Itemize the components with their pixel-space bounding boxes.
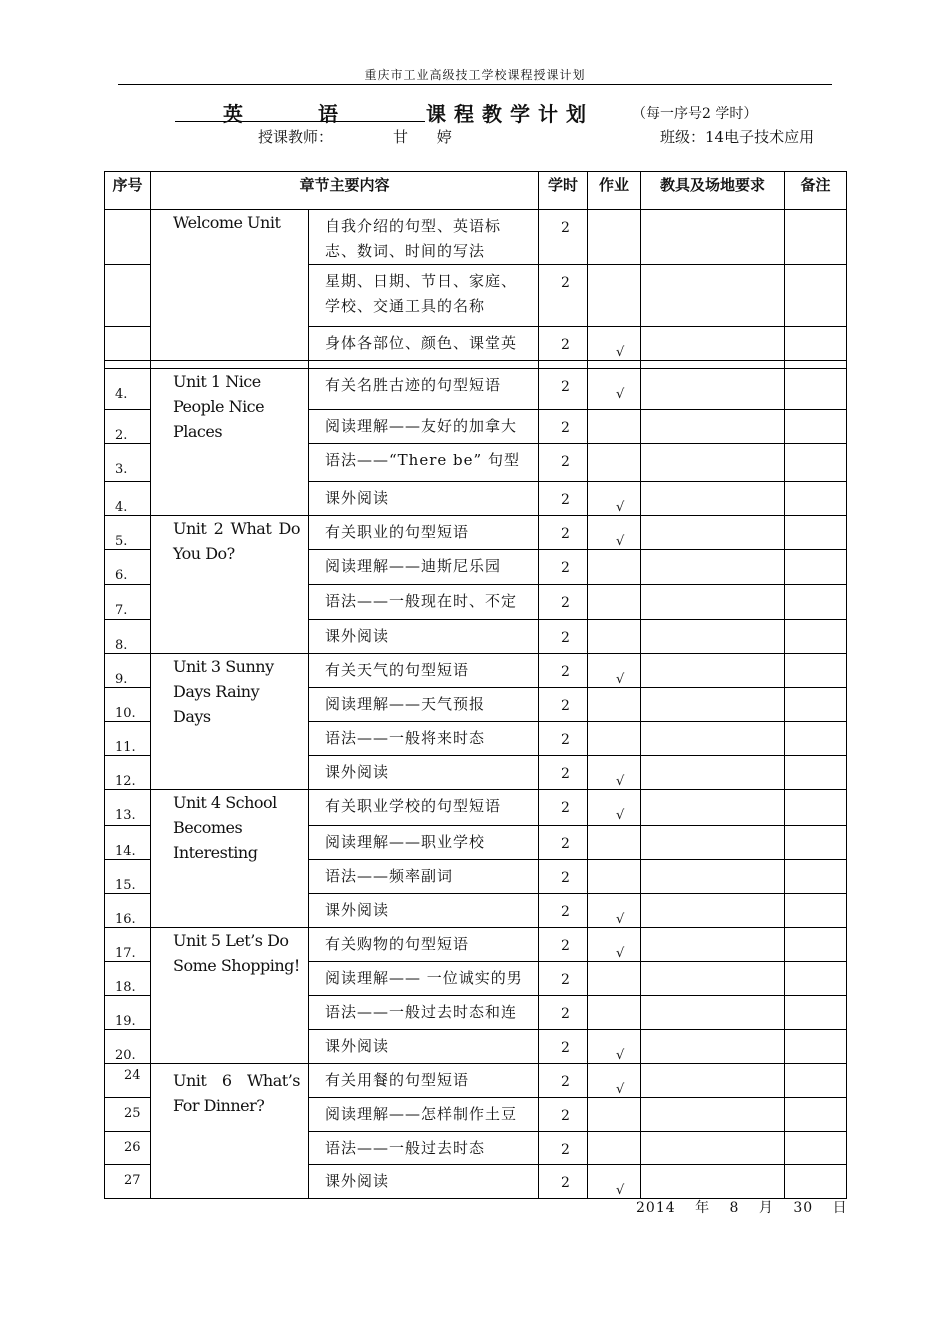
row-hours: 2 xyxy=(539,550,588,585)
table-row xyxy=(105,210,847,265)
row-homework: √ xyxy=(588,1165,641,1199)
row-hours: 2 xyxy=(539,722,588,756)
row-equipment xyxy=(641,996,785,1030)
row-equipment xyxy=(641,265,785,327)
row-seq: 10. xyxy=(105,688,151,722)
row-content: 语法——一般过去时态和连 xyxy=(309,996,539,1030)
row-hours: 2 xyxy=(539,210,588,265)
row-content: 语法——一般将来时态 xyxy=(309,722,539,756)
row-seq: 20. xyxy=(105,1030,151,1064)
row-remark xyxy=(785,265,847,327)
row-homework xyxy=(588,962,641,996)
row-hours: 2 xyxy=(539,369,588,410)
row-equipment xyxy=(641,722,785,756)
course-plan-table xyxy=(104,171,847,1199)
row-homework: √ xyxy=(588,756,641,790)
row-hours: 2 xyxy=(539,790,588,826)
row-seq: 6. xyxy=(105,550,151,585)
row-seq: 12. xyxy=(105,756,151,790)
row-content: 语法——“There be” 句型 xyxy=(309,444,539,482)
row-hours: 2 xyxy=(539,894,588,928)
row-hours: 2 xyxy=(539,826,588,860)
row-homework xyxy=(588,722,641,756)
row-homework xyxy=(588,1098,641,1132)
header-seq: 序号 xyxy=(105,172,151,210)
table-row xyxy=(105,516,847,550)
row-hours: 2 xyxy=(539,620,588,654)
row-equipment xyxy=(641,585,785,620)
row-hours: 2 xyxy=(539,1098,588,1132)
row-equipment xyxy=(641,327,785,361)
row-remark xyxy=(785,722,847,756)
class-info: 班级：14电子技术应用 xyxy=(660,128,815,146)
row-seq: 11. xyxy=(105,722,151,756)
row-remark xyxy=(785,369,847,410)
row-seq: 8. xyxy=(105,620,151,654)
row-content: 有关天气的句型短语 xyxy=(309,654,539,688)
row-content: 有关职业的句型短语 xyxy=(309,516,539,550)
row-homework: √ xyxy=(588,369,641,410)
row-hours: 2 xyxy=(539,1064,588,1098)
plan-title: 课程教学计划 xyxy=(426,102,594,126)
row-remark xyxy=(785,962,847,996)
row-remark xyxy=(785,790,847,826)
row-equipment xyxy=(641,444,785,482)
subject-name: 英 语 xyxy=(175,98,425,122)
row-equipment xyxy=(641,688,785,722)
row-seq xyxy=(105,210,151,265)
row-seq: 18. xyxy=(105,962,151,996)
row-seq xyxy=(105,327,151,361)
row-equipment xyxy=(641,1064,785,1098)
table-row xyxy=(105,369,847,410)
header-rule xyxy=(118,84,832,85)
row-content: 语法——一般过去时态 xyxy=(309,1132,539,1165)
row-equipment xyxy=(641,482,785,516)
unit-title: Unit 3 Sunny Days Rainy Days xyxy=(151,654,309,790)
row-homework: √ xyxy=(588,516,641,550)
row-hours: 2 xyxy=(539,410,588,444)
row-seq: 3. xyxy=(105,444,151,482)
row-remark xyxy=(785,482,847,516)
row-homework xyxy=(588,265,641,327)
row-seq: 19. xyxy=(105,996,151,1030)
row-equipment xyxy=(641,790,785,826)
row-remark xyxy=(785,1132,847,1165)
row-content: 课外阅读 xyxy=(309,620,539,654)
row-seq: 13. xyxy=(105,790,151,826)
row-seq: 25 xyxy=(105,1098,151,1132)
row-equipment xyxy=(641,826,785,860)
row-remark xyxy=(785,585,847,620)
row-homework: √ xyxy=(588,1064,641,1098)
unit-title: Unit 6 What’s For Dinner? xyxy=(151,1064,309,1199)
row-seq: 17. xyxy=(105,928,151,962)
row-equipment xyxy=(641,410,785,444)
row-equipment xyxy=(641,369,785,410)
header-content: 章节主要内容 xyxy=(151,172,539,210)
row-remark xyxy=(785,210,847,265)
row-homework: √ xyxy=(588,327,641,361)
row-content: 课外阅读 xyxy=(309,482,539,516)
row-seq: 2. xyxy=(105,410,151,444)
row-seq: 24 xyxy=(105,1064,151,1098)
table-row xyxy=(105,790,847,826)
row-homework: √ xyxy=(588,790,641,826)
row-remark xyxy=(785,1064,847,1098)
row-remark xyxy=(785,327,847,361)
row-hours: 2 xyxy=(539,1030,588,1064)
row-seq: 27 xyxy=(105,1165,151,1199)
row-equipment xyxy=(641,210,785,265)
header-homework: 作业 xyxy=(588,172,641,210)
row-homework xyxy=(588,688,641,722)
row-remark xyxy=(785,688,847,722)
row-homework xyxy=(588,860,641,894)
row-hours: 2 xyxy=(539,482,588,516)
row-remark xyxy=(785,620,847,654)
row-content: 阅读理解——友好的加拿大 xyxy=(309,410,539,444)
row-remark xyxy=(785,894,847,928)
unit-title: Unit 1 Nice People Nice Places xyxy=(151,369,309,516)
row-equipment xyxy=(641,894,785,928)
row-content: 阅读理解——迪斯尼乐园 xyxy=(309,550,539,585)
row-hours: 2 xyxy=(539,1165,588,1199)
row-homework xyxy=(588,550,641,585)
row-equipment xyxy=(641,756,785,790)
row-hours: 2 xyxy=(539,756,588,790)
row-equipment xyxy=(641,928,785,962)
unit-title: Unit 5 Let’s Do Some Shopping! xyxy=(151,928,309,1064)
row-hours: 2 xyxy=(539,860,588,894)
header-equipment: 教具及场地要求 xyxy=(641,172,785,210)
unit-title: Unit 4 School Becomes Interesting xyxy=(151,790,309,928)
row-homework xyxy=(588,585,641,620)
row-remark xyxy=(785,826,847,860)
row-seq: 15. xyxy=(105,860,151,894)
row-content: 阅读理解——怎样制作土豆 xyxy=(309,1098,539,1132)
table-row xyxy=(105,654,847,688)
row-remark xyxy=(785,1165,847,1199)
row-equipment xyxy=(641,1165,785,1199)
hours-note: （每一序号2 学时） xyxy=(632,106,758,122)
row-content: 课外阅读 xyxy=(309,894,539,928)
row-remark xyxy=(785,410,847,444)
row-homework xyxy=(588,996,641,1030)
row-homework: √ xyxy=(588,894,641,928)
row-equipment xyxy=(641,550,785,585)
row-homework xyxy=(588,444,641,482)
row-homework: √ xyxy=(588,654,641,688)
row-homework xyxy=(588,826,641,860)
row-homework xyxy=(588,410,641,444)
table-header-row xyxy=(105,172,847,210)
row-seq xyxy=(105,265,151,327)
row-remark xyxy=(785,516,847,550)
row-hours: 2 xyxy=(539,327,588,361)
row-seq: 9. xyxy=(105,654,151,688)
row-remark xyxy=(785,928,847,962)
row-homework xyxy=(588,1132,641,1165)
row-remark xyxy=(785,550,847,585)
unit-title: Welcome Unit xyxy=(151,210,309,361)
row-equipment xyxy=(641,860,785,894)
row-content: 有关职业学校的句型短语 xyxy=(309,790,539,826)
row-remark xyxy=(785,996,847,1030)
row-hours: 2 xyxy=(539,928,588,962)
row-seq: 7. xyxy=(105,585,151,620)
row-homework xyxy=(588,210,641,265)
row-content: 有关用餐的句型短语 xyxy=(309,1064,539,1098)
row-content: 自我介绍的句型、英语标志、数词、时间的写法 xyxy=(309,210,539,265)
row-homework: √ xyxy=(588,1030,641,1064)
row-content: 课外阅读 xyxy=(309,756,539,790)
row-equipment xyxy=(641,1098,785,1132)
row-remark xyxy=(785,860,847,894)
row-hours: 2 xyxy=(539,265,588,327)
teacher-name: 甘 婷 xyxy=(393,128,464,146)
row-content: 语法——频率副词 xyxy=(309,860,539,894)
row-hours: 2 xyxy=(539,688,588,722)
row-equipment xyxy=(641,1132,785,1165)
row-equipment xyxy=(641,620,785,654)
row-equipment xyxy=(641,962,785,996)
row-equipment xyxy=(641,654,785,688)
section-gap xyxy=(105,361,847,369)
row-hours: 2 xyxy=(539,516,588,550)
row-homework: √ xyxy=(588,928,641,962)
row-content: 星期、日期、节日、家庭、学校、交通工具的名称 xyxy=(309,265,539,327)
row-seq: 16. xyxy=(105,894,151,928)
row-content: 课外阅读 xyxy=(309,1165,539,1199)
row-content: 课外阅读 xyxy=(309,1030,539,1064)
row-seq: 14. xyxy=(105,826,151,860)
row-homework: √ xyxy=(588,482,641,516)
row-hours: 2 xyxy=(539,1132,588,1165)
row-content: 有关名胜古迹的句型短语 xyxy=(309,369,539,410)
row-remark xyxy=(785,1030,847,1064)
row-hours: 2 xyxy=(539,654,588,688)
row-seq: 5. xyxy=(105,516,151,550)
row-remark xyxy=(785,1098,847,1132)
unit-title: Unit 2 What Do You Do? xyxy=(151,516,309,654)
header-hours: 学时 xyxy=(539,172,588,210)
school-title: 重庆市工业高级技工学校课程授课计划 xyxy=(364,68,586,82)
row-content: 阅读理解—— 一位诚实的男 xyxy=(309,962,539,996)
row-content: 语法——一般现在时、不定 xyxy=(309,585,539,620)
row-seq: 4. xyxy=(105,482,151,516)
row-hours: 2 xyxy=(539,962,588,996)
plan-date: 2014 年 8 月 30 日 xyxy=(636,1200,848,1216)
row-remark xyxy=(785,756,847,790)
row-content: 阅读理解——职业学校 xyxy=(309,826,539,860)
row-equipment xyxy=(641,1030,785,1064)
row-remark xyxy=(785,444,847,482)
table-row xyxy=(105,1064,847,1098)
table-row xyxy=(105,928,847,962)
teacher-label: 授课教师： xyxy=(258,128,334,146)
row-homework xyxy=(588,620,641,654)
row-content: 身体各部位、颜色、课堂英 xyxy=(309,327,539,361)
row-hours: 2 xyxy=(539,444,588,482)
row-seq: 26 xyxy=(105,1132,151,1165)
row-seq: 4. xyxy=(105,369,151,410)
row-remark xyxy=(785,654,847,688)
row-hours: 2 xyxy=(539,585,588,620)
row-content: 阅读理解——天气预报 xyxy=(309,688,539,722)
row-content: 有关购物的句型短语 xyxy=(309,928,539,962)
row-hours: 2 xyxy=(539,996,588,1030)
row-equipment xyxy=(641,516,785,550)
header-remark: 备注 xyxy=(785,172,847,210)
